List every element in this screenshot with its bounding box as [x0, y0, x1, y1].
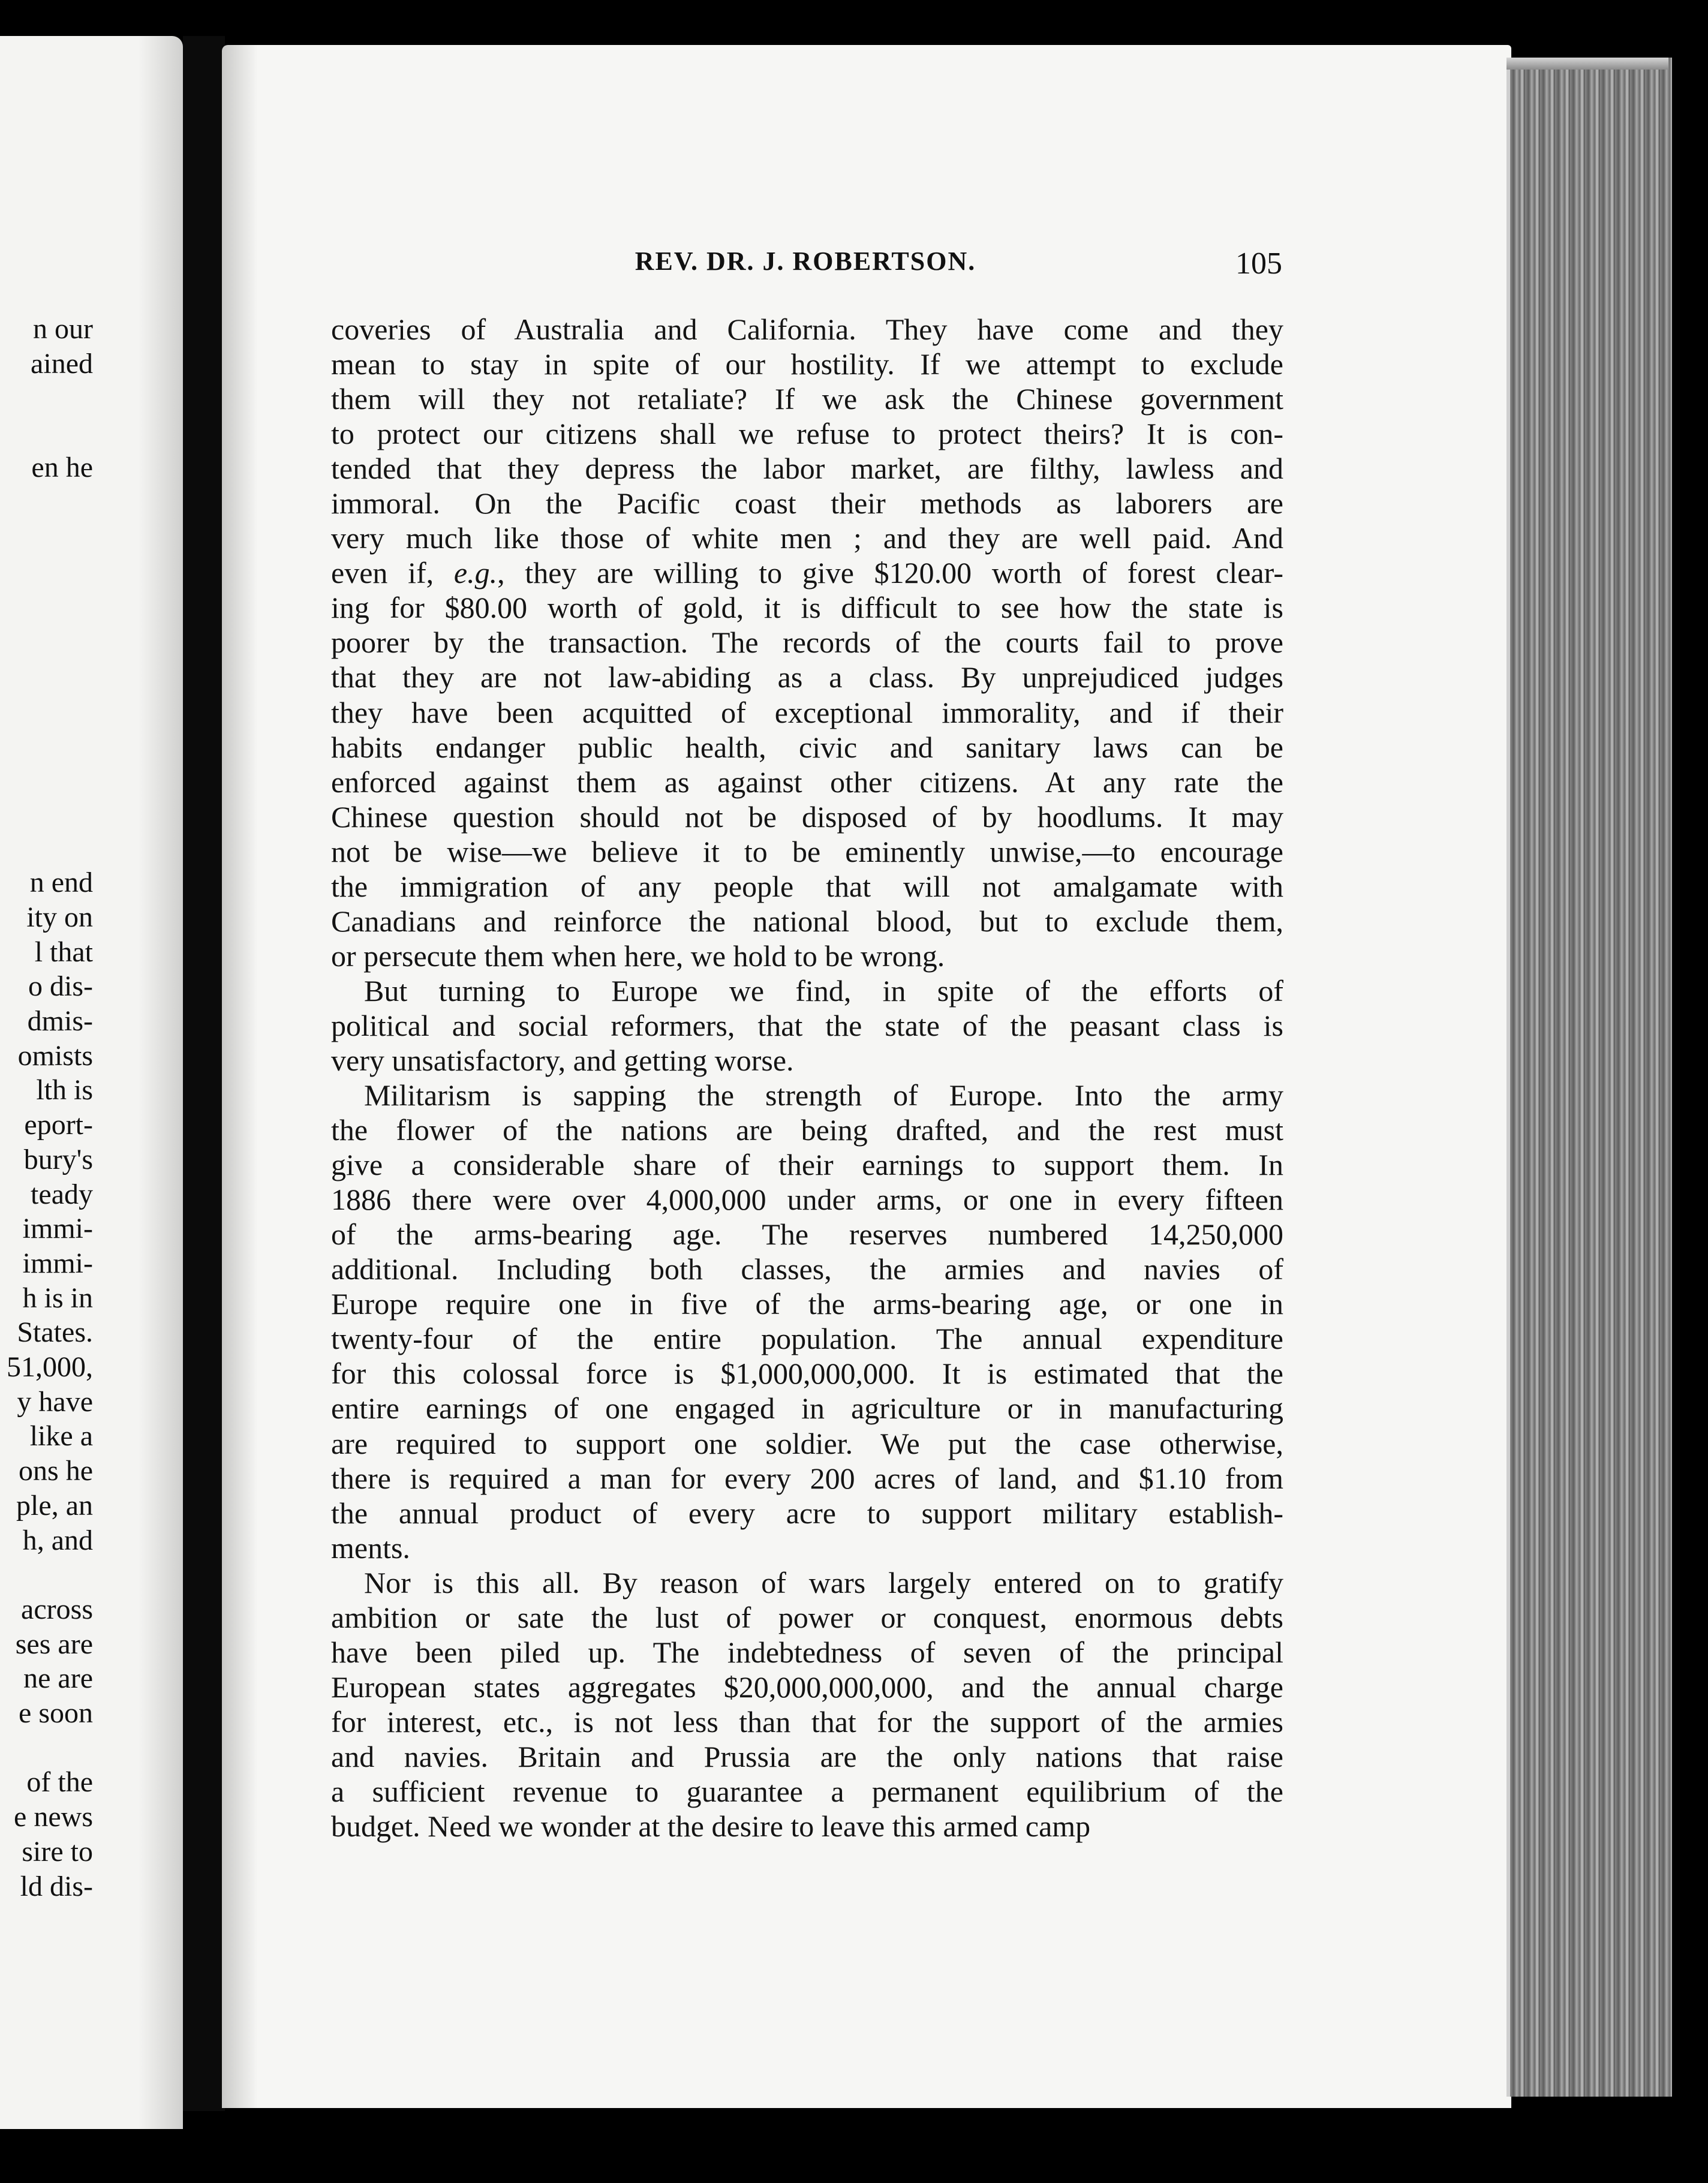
- text-line: have been piled up. The indebtedness of seven of the principal: [331, 1635, 1283, 1669]
- text-line: ments.: [331, 1530, 410, 1565]
- text-line: or persecute them when here, we hold to be wrong.: [331, 939, 945, 973]
- facing-page-line: e soon: [19, 1697, 93, 1729]
- text-line: even if, e.g., they are willing to give $120.00 worth of forest clear-: [331, 556, 1283, 590]
- facing-page-line: ained: [31, 347, 93, 380]
- facing-page-line: ld dis-: [20, 1870, 93, 1902]
- text-line: to protect our citizens shall we refuse to protect theirs? It is con-: [331, 417, 1283, 451]
- text-line: that they are not law-abiding as a class. By unprejudiced judges: [331, 660, 1283, 694]
- facing-page-line: n end: [29, 867, 93, 899]
- facing-page-line: teady: [31, 1178, 93, 1210]
- facing-page-gutter-shadow: [138, 36, 183, 2129]
- text-line: ing for $80.00 worth of gold, it is difficult to see how the state is: [331, 591, 1283, 625]
- facing-page-line: ons he: [19, 1455, 93, 1487]
- text-line: coveries of Australia and California. They have come and they: [331, 312, 1283, 346]
- text-line: of the arms-bearing age. The reserves numbered 14,250,000: [331, 1217, 1283, 1252]
- facing-page: [0, 36, 183, 2129]
- text-line: 1886 there were over 4,000,000 under arms, or one in every fifteen: [331, 1183, 1283, 1217]
- italic-abbreviation: e.g.: [453, 556, 498, 590]
- facing-page-line: like a: [29, 1420, 93, 1453]
- body-text: [331, 312, 1283, 1844]
- text-line: very unsatisfactory, and getting worse.: [331, 1043, 794, 1077]
- facing-page-line: lth is: [36, 1074, 93, 1106]
- text-line: a sufficient revenue to guarantee a permanent equilibrium of the: [331, 1774, 1283, 1808]
- facing-page-line: 51,000,: [7, 1351, 93, 1383]
- facing-page-line: eport-: [24, 1109, 93, 1141]
- text-line: mean to stay in spite of our hostility. If we attempt to exclude: [331, 347, 1283, 381]
- text-line: habits endanger public health, civic and sanitary laws can be: [331, 730, 1283, 764]
- text-line: they have been acquitted of exceptional immorality, and if their: [331, 695, 1283, 729]
- text-line: entire earnings of one engaged in agriculture or in manufacturing: [331, 1391, 1283, 1426]
- text-line: twenty-four of the entire population. The annual expenditure: [331, 1322, 1283, 1356]
- text-line: the immigration of any people that will not amalgamate with: [331, 869, 1283, 903]
- text-line: Canadians and reinforce the national blood, but to exclude them,: [331, 904, 1283, 938]
- text-line: for this colossal force is $1,000,000,000. It is estimated that the: [331, 1357, 1283, 1391]
- facing-page-line: dmis-: [27, 1005, 93, 1037]
- facing-page-line: across: [21, 1593, 93, 1625]
- facing-page-line: bury's: [23, 1143, 93, 1175]
- facing-page-line: of the: [26, 1766, 93, 1799]
- text-line: for interest, etc., is not less than that for the support of the armies: [331, 1704, 1283, 1739]
- text-line: budget. Need we wonder at the desire to leave this armed camp: [331, 1809, 1091, 1844]
- page-gutter-shadow: [222, 45, 258, 2108]
- text-line: and navies. Britain and Prussia are the only nations that raise: [331, 1739, 1283, 1773]
- facing-page-line: h is in: [22, 1282, 93, 1314]
- facing-page-line: o dis-: [28, 970, 93, 1003]
- text-line: But turning to Europe we find, in spite of the efforts of: [364, 973, 1283, 1008]
- facing-page-line: States.: [17, 1316, 93, 1349]
- paragraph: [331, 312, 1283, 973]
- facing-page-line: ity on: [26, 901, 93, 933]
- text-line: the annual product of every acre to support military establish-: [331, 1496, 1283, 1530]
- running-head: REV. DR. J. ROBERTSON.: [635, 246, 976, 276]
- text-line: political and social reformers, that the state of the peasant class is: [331, 1008, 1283, 1042]
- facing-page-line: sire to: [22, 1835, 93, 1868]
- paragraph: [331, 973, 1283, 1078]
- facing-page-line: y have: [17, 1385, 93, 1418]
- facing-page-line: l that: [34, 936, 93, 968]
- text-line: are required to support one soldier. We put the case otherwise,: [331, 1426, 1283, 1460]
- paragraph: [331, 1565, 1283, 1844]
- text-line: Militarism is sapping the strength of Europe. Into the army: [364, 1078, 1283, 1112]
- text-line: not be wise—we believe it to be eminently unwise,—to encourage: [331, 834, 1283, 868]
- text-line: European states aggregates $20,000,000,000, and the annual charge: [331, 1670, 1283, 1704]
- text-line: immoral. On the Pacific coast their methods as laborers are: [331, 486, 1283, 521]
- page-fore-edge: [1506, 58, 1672, 2097]
- text-line: the flower of the nations are being drafted, and the rest must: [331, 1113, 1283, 1147]
- text-line: Europe require one in five of the arms-bearing age, or one in: [331, 1287, 1283, 1321]
- page-fore-edge-top: [1506, 58, 1668, 70]
- facing-page-line: immi-: [22, 1247, 93, 1279]
- paragraph: [331, 1078, 1283, 1565]
- text-line: ambition or sate the lust of power or conquest, enormous debts: [331, 1600, 1283, 1634]
- facing-page-line: e news: [14, 1801, 93, 1833]
- text-line: them will they not retaliate? If we ask the Chinese government: [331, 382, 1283, 416]
- text-line: enforced against them as against other citizens. At any rate the: [331, 765, 1283, 799]
- facing-page-line: ple, an: [16, 1489, 93, 1522]
- text-line: there is required a man for every 200 acres of land, and $1.10 from: [331, 1461, 1283, 1495]
- facing-page-line: omists: [17, 1039, 93, 1072]
- facing-page-line: ne are: [23, 1662, 93, 1695]
- facing-page-line: immi-: [22, 1213, 93, 1245]
- text-line: tended that they depress the labor market, are filthy, lawless and: [331, 452, 1283, 486]
- text-line: give a considerable share of their earnings to support them. In: [331, 1148, 1283, 1182]
- text-line: additional. Including both classes, the armies and navies of: [331, 1252, 1283, 1286]
- page-header: [329, 246, 1282, 288]
- text-line: Nor is this all. By reason of wars largely entered on to gratify: [364, 1565, 1283, 1599]
- text-line: very much like those of white men ; and they are well paid. And: [331, 521, 1283, 555]
- facing-page-line: h, and: [22, 1524, 93, 1556]
- facing-page-line: n our: [33, 313, 93, 345]
- text-line: poorer by the transaction. The records of the courts fail to prove: [331, 626, 1283, 660]
- facing-page-line: en he: [31, 451, 93, 483]
- book-gutter: [183, 36, 225, 2111]
- text-line: Chinese question should not be disposed of by hoodlums. It may: [331, 799, 1283, 834]
- page-number: 105: [1235, 246, 1282, 281]
- facing-page-line: ses are: [15, 1628, 93, 1660]
